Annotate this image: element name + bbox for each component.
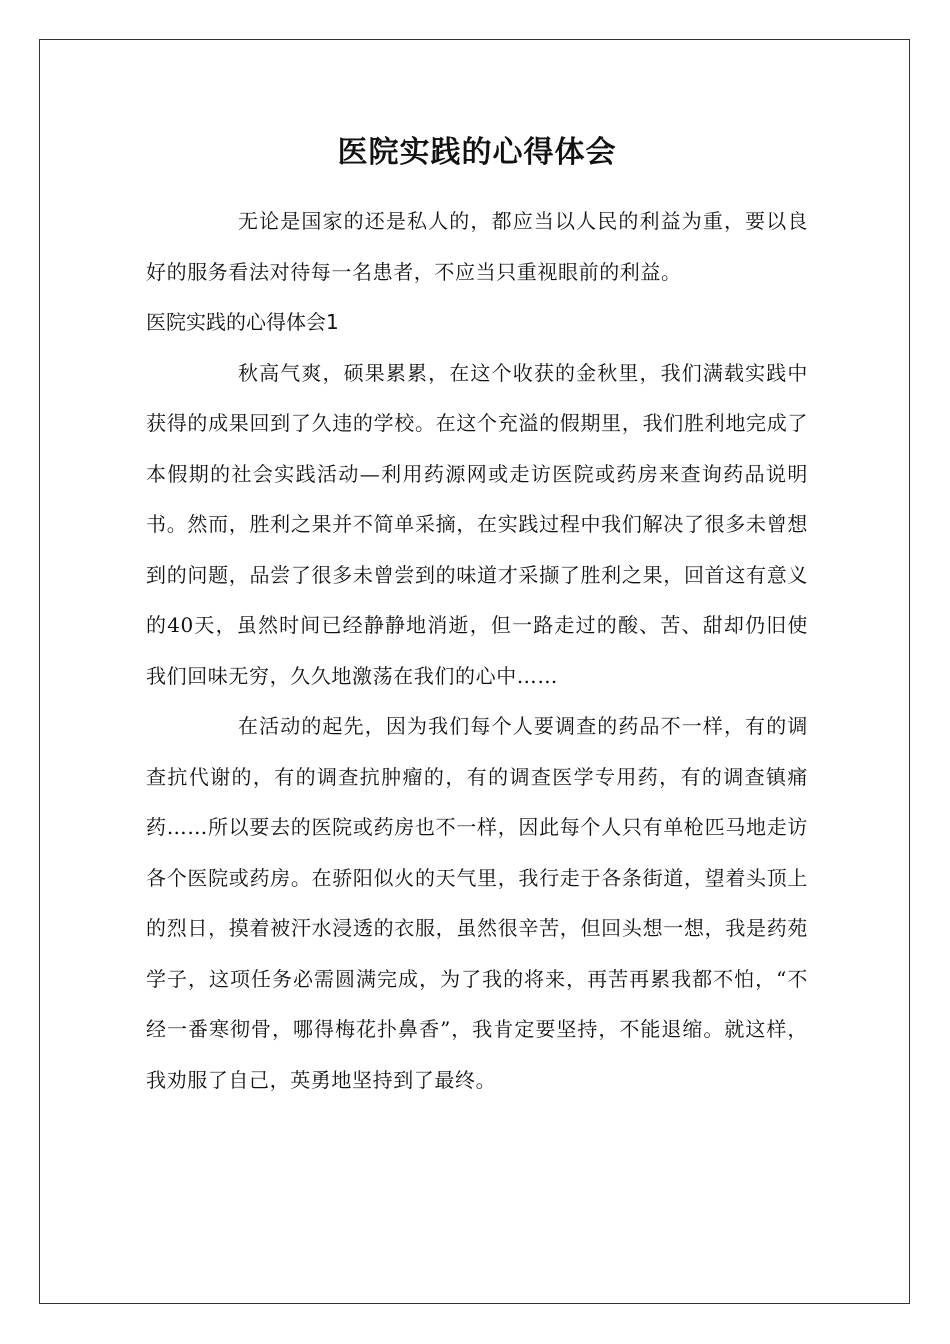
body-paragraph-2: 在活动的起先，因为我们每个人要调查的药品不一样，有的调查抗代谢的，有的调查抗肿瘤的，有的调查医学专用药，有的调查镇痛药……所以要去的医院或药房也不一样，因此每个人只有单枪匹马地走访各个医院或药房。在骄阳似火的天气里，我行走于各条街道，望着头顶上的烈日，摸着被汗水浸透的衣服，虽然很辛苦，但回头想一想，我是药苑学子，这项任务必需圆满完成，为了我的将来，再苦再累我都不怕，“不经一番寒彻骨，哪得梅花扑鼻香”，我肯定要坚持，不能退缩。就这样，我劝服了自己，英勇地坚持到了最终。 <box>146 714 808 1092</box>
document-title: 医院实践的心得体会 <box>337 135 617 170</box>
section-heading: 医院实践的心得体会1 <box>146 310 339 334</box>
body-paragraph-1: 秋高气爽，硕果累累，在这个收获的金秋里，我们满载实践中获得的成果回到了久违的学校。在这个充溢的假期里，我们胜利地完成了本假期的社会实践活动—利用药源网或走访医院或药房来查询药品说明书。然而，胜利之果并不简单采摘，在实践过程中我们解决了很多未曾想到的问题，品尝了很多未曾尝到的味道才采撷了胜利之果，回首这有意义的40天，虽然时间已经静静地消逝，但一路走过的酸、苦、甜却仍旧使我们回味无穷，久久地激荡在我们的心中…… <box>146 360 808 688</box>
intro-paragraph: 无论是国家的还是私人的，都应当以人民的利益为重，要以良好的服务看法对待每一名患者，不应当只重视眼前的利益。 <box>146 209 808 284</box>
document-body <box>146 130 808 1105</box>
